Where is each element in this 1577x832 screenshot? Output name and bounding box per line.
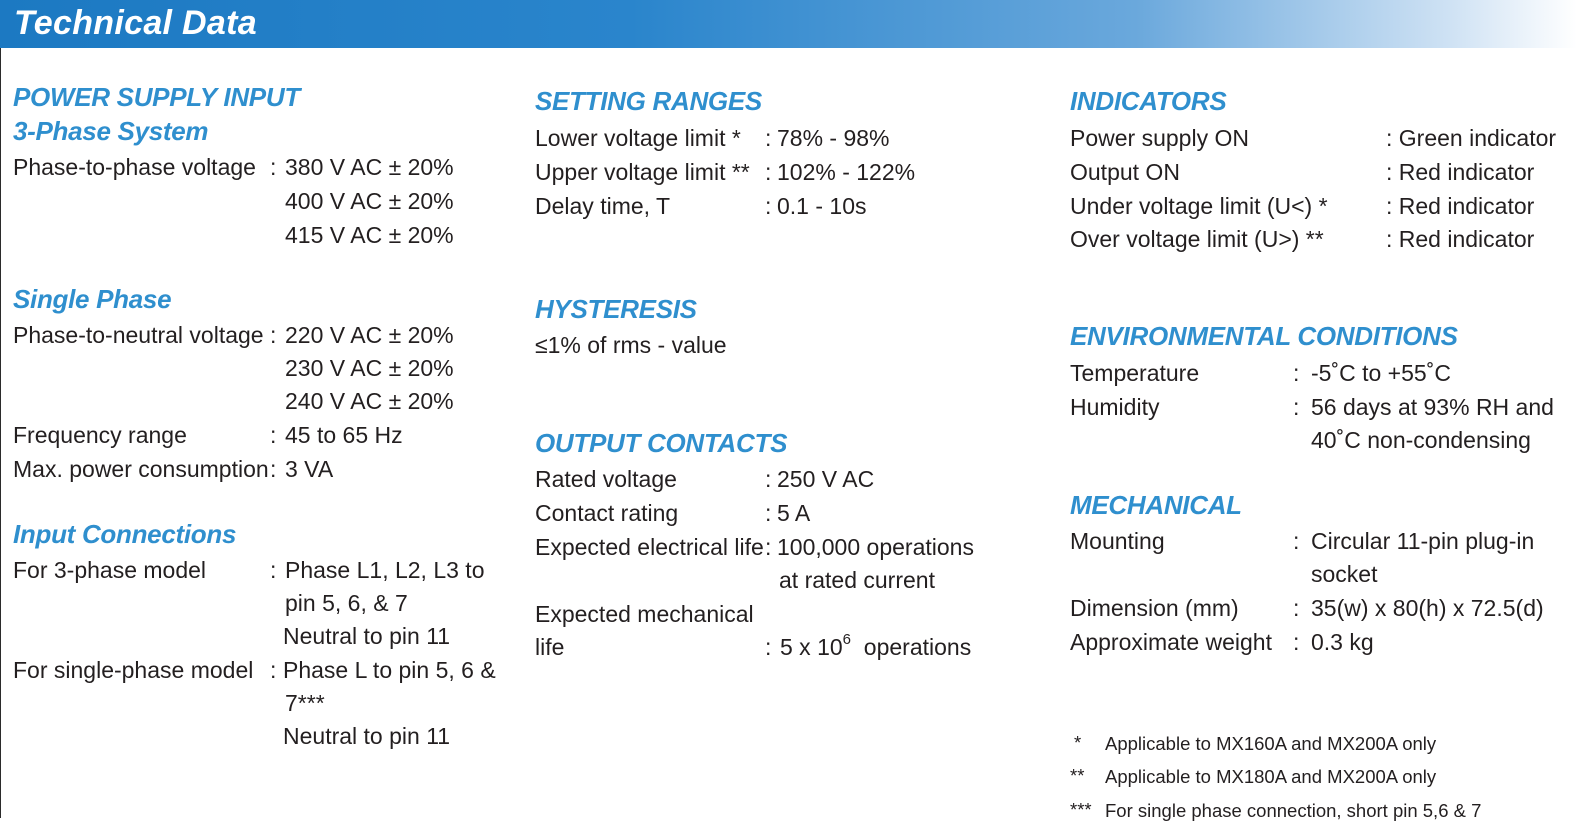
setting-label: Upper voltage limit ** [535,159,750,185]
setting-value: 102% - 122% [777,159,916,185]
footnote-mark: *** [1070,799,1092,820]
rated-voltage-label: Rated voltage [535,466,677,492]
humidity-value: 56 days at 93% RH and [1311,394,1554,420]
colon-separator: : [270,322,277,348]
connection-line: Neutral to pin 11 [283,723,451,749]
colon-separator: : [1293,528,1300,554]
humidity-label: Humidity [1070,394,1160,420]
colon-separator: : [1293,595,1300,621]
footnote-mark: * [1074,732,1082,753]
hysteresis-value: ≤1% of rms - value [535,332,727,358]
connection-line: Neutral to pin 11 [283,623,451,649]
colon-separator: : [765,534,772,560]
mechanical-heading: MECHANICAL [1070,490,1242,520]
left-border-line [0,48,1,818]
footnote-text: Applicable to MX160A and MX200A only [1105,733,1437,754]
power-supply-heading: POWER SUPPLY INPUT [13,82,300,112]
mechanical-life-label-cont: life [535,634,565,660]
power-consumption-value: 3 VA [285,456,334,482]
indicator-label: Over voltage limit (U>) ** [1070,226,1324,252]
indicator-value: : Green indicator [1386,125,1557,151]
electrical-life-label: Expected electrical life [535,534,764,560]
mounting-label: Mounting [1070,528,1165,554]
neutral-voltage-value: 240 V AC ± 20% [285,388,454,414]
dimension-value: 35(w) x 80(h) x 72.5(d) [1311,595,1544,621]
colon-separator: : [270,154,277,180]
footnote-text: For single phase connection, short pin 5,6 & 7 [1105,800,1482,821]
mounting-value: Circular 11-pin plug-in [1311,528,1535,554]
colon-separator: : [765,466,772,492]
setting-label: Delay time, T [535,193,671,219]
mechanical-life-base: 5 x 10 [780,634,843,660]
weight-label: Approximate weight [1070,629,1272,655]
colon-separator: : [765,125,772,151]
environmental-heading: ENVIRONMENTAL CONDITIONS [1070,321,1458,351]
temperature-value: -5˚C to +55˚C [1311,360,1451,386]
colon-separator: : [765,500,772,526]
weight-value: 0.3 kg [1311,629,1374,655]
neutral-voltage-value: 220 V AC ± 20% [285,322,454,348]
colon-separator: : [270,657,277,683]
single-phase-heading: Single Phase [13,284,172,314]
humidity-value-cont: 40˚C non-condensing [1311,427,1531,453]
mounting-value-cont: socket [1311,561,1378,587]
mechanical-life-label: Expected mechanical [535,601,754,627]
rated-voltage-value: 250 V AC [777,466,875,492]
frequency-range-value: 45 to 65 Hz [285,422,403,448]
mechanical-life-exponent: 6 [842,631,851,649]
frequency-range-label: Frequency range [13,422,187,448]
phase-voltage-value: 415 V AC ± 20% [285,222,454,248]
temperature-label: Temperature [1070,360,1200,386]
footnote-mark: ** [1070,765,1085,786]
connection-line: Phase L to pin 5, 6 & [283,657,496,683]
indicator-value: : Red indicator [1386,159,1535,185]
hysteresis-heading: HYSTERESIS [535,294,697,324]
indicator-label: Under voltage limit (U<) * [1070,193,1328,219]
dimension-label: Dimension (mm) [1070,595,1239,621]
colon-separator: : [1293,360,1300,386]
indicator-label: Power supply ON [1070,125,1249,151]
input-connections-heading: Input Connections [13,519,237,549]
mechanical-life-unit: operations [863,634,972,660]
colon-separator: : [270,557,277,583]
phase-voltage-value: 400 V AC ± 20% [285,188,454,214]
phase-voltage-value: 380 V AC ± 20% [285,154,454,180]
colon-separator: : [765,193,772,219]
page-title: Technical Data [14,4,257,42]
mechanical-life-value [780,631,972,661]
colon-separator: : [1293,629,1300,655]
phase-to-neutral-label: Phase-to-neutral voltage [13,322,264,348]
connection-line: 7*** [285,690,325,716]
colon-separator: : [1293,394,1300,420]
electrical-life-value: 100,000 operations [777,534,974,560]
setting-value: 0.1 - 10s [777,193,867,219]
indicators-heading: INDICATORS [1070,86,1227,116]
connection-line: Phase L1, L2, L3 to [285,557,485,583]
footnote-text: Applicable to MX180A and MX200A only [1105,766,1437,787]
power-consumption-label: Max. power consumption [13,456,269,482]
colon-separator: : [270,422,277,448]
setting-value: 78% - 98% [777,125,890,151]
colon-separator: : [765,159,772,185]
contact-rating-label: Contact rating [535,500,679,526]
phase-to-phase-label: Phase-to-phase voltage [13,154,256,180]
electrical-life-value-cont: at rated current [779,567,935,593]
single-phase-model-label: For single-phase model [13,657,254,683]
setting-label: Lower voltage limit * [535,125,741,151]
neutral-voltage-value: 230 V AC ± 20% [285,355,454,381]
colon-separator: : [765,634,772,660]
contact-rating-value: 5 A [777,500,811,526]
setting-ranges-heading: SETTING RANGES [535,86,762,116]
indicator-value: : Red indicator [1386,226,1535,252]
indicator-label: Output ON [1070,159,1180,185]
connection-line: pin 5, 6, & 7 [285,590,408,616]
three-phase-heading: 3-Phase System [13,116,209,146]
colon-separator: : [270,456,277,482]
output-contacts-heading: OUTPUT CONTACTS [535,428,788,458]
header-banner [0,0,1577,48]
indicator-value: : Red indicator [1386,193,1535,219]
three-phase-model-label: For 3-phase model [13,557,207,583]
